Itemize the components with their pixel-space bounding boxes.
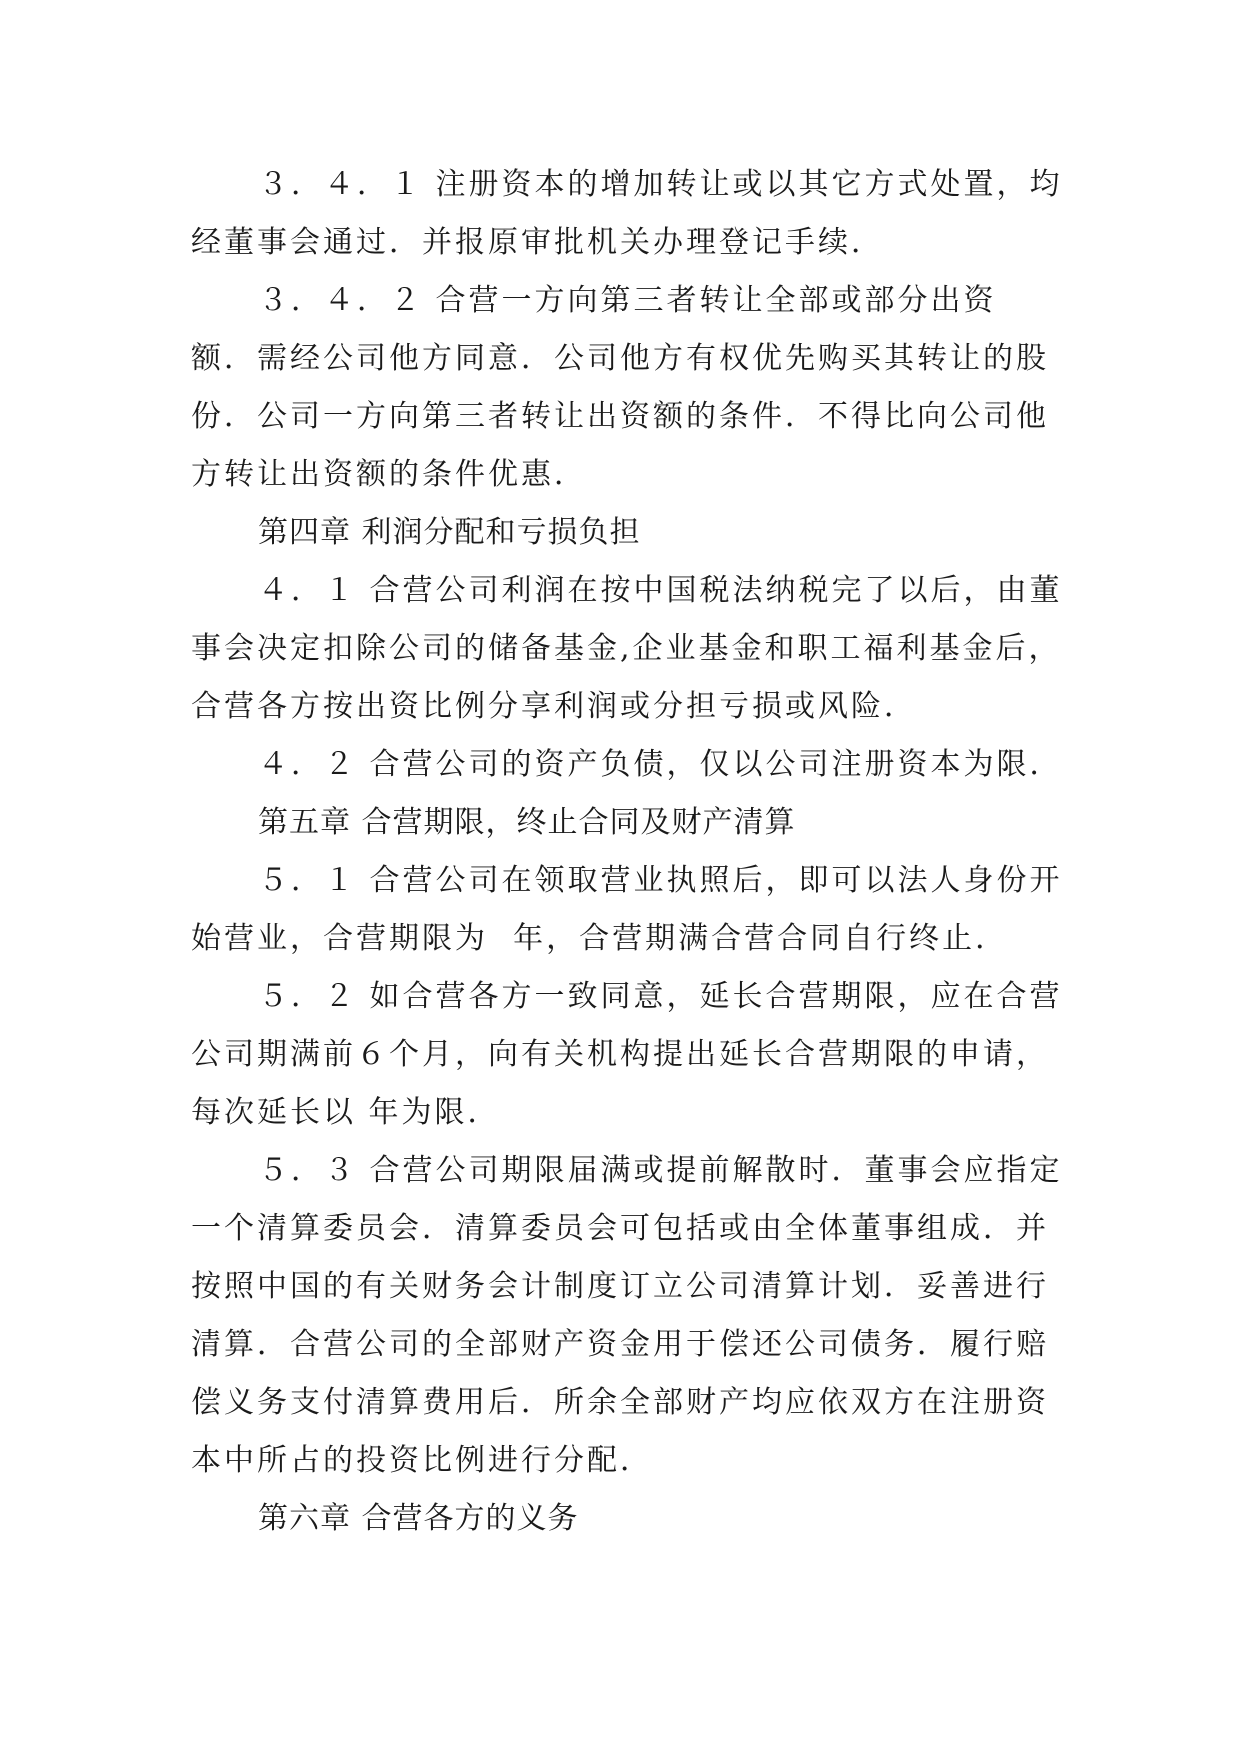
paragraph-3-4-2-line-4: 方转让出资额的条件优惠． — [191, 457, 587, 492]
paragraph-4-1-line-1: ４．１ 合营公司利润在按中国税法纳税完了以后，由董 — [258, 573, 1063, 608]
paragraph-5-3-line-4: 清算．合营公司的全部财产资金用于偿还公司债务．履行赔 — [191, 1327, 1049, 1362]
paragraph-5-2-line-3: 每次延长以 年为限． — [191, 1095, 501, 1130]
paragraph-5-3-line-5: 偿义务支付清算费用后．所余全部财产均应依双方在注册资 — [191, 1385, 1049, 1420]
paragraph-4-1-line-2: 事会决定扣除公司的储备基金,企业基金和职工福利基金后， — [191, 631, 1062, 666]
chapter-5-heading: 第五章 合营期限，终止合同及财产清算 — [258, 805, 796, 840]
paragraph-5-3-line-6: 本中所占的投资比例进行分配． — [191, 1443, 653, 1478]
paragraph-4-2-line-1: ４．２ 合营公司的资产负债，仅以公司注册资本为限． — [258, 747, 1063, 782]
paragraph-5-2-line-2: 公司期满前６个月，向有关机构提出延长合营期限的申请， — [191, 1037, 1049, 1072]
paragraph-5-1-line-1: ５．１ 合营公司在领取营业执照后，即可以法人身份开 — [258, 863, 1063, 898]
paragraph-3-4-2-line-1: ３．４．２ 合营一方向第三者转让全部或部分出资 — [258, 283, 997, 318]
paragraph-5-3-line-2: 一个清算委员会．清算委员会可包括或由全体董事组成．并 — [191, 1211, 1049, 1246]
paragraph-5-3-line-1: ５．３ 合营公司期限届满或提前解散时．董事会应指定 — [258, 1153, 1063, 1188]
chapter-6-heading: 第六章 合营各方的义务 — [258, 1501, 579, 1536]
chapter-4-heading: 第四章 利润分配和亏损负担 — [258, 515, 641, 550]
paragraph-3-4-2-line-2: 额．需经公司他方同意．公司他方有权优先购买其转让的股 — [191, 341, 1049, 376]
paragraph-3-4-1-line-1: ３．４．１ 注册资本的增加转让或以其它方式处置，均 — [258, 167, 1063, 202]
paragraph-3-4-1-line-2: 经董事会通过．并报原审批机关办理登记手续． — [191, 225, 884, 260]
paragraph-5-3-line-3: 按照中国的有关财务会计制度订立公司清算计划．妥善进行 — [191, 1269, 1049, 1304]
paragraph-3-4-2-line-3: 份．公司一方向第三者转让出资额的条件．不得比向公司他 — [191, 399, 1049, 434]
paragraph-5-2-line-1: ５．２ 如合营各方一致同意，延长合营期限，应在合营 — [258, 979, 1063, 1014]
paragraph-5-1-line-2: 始营业，合营期限为 年，合营期满合营合同自行终止． — [191, 921, 1009, 956]
paragraph-4-1-line-3: 合营各方按出资比例分享利润或分担亏损或风险． — [191, 689, 917, 724]
